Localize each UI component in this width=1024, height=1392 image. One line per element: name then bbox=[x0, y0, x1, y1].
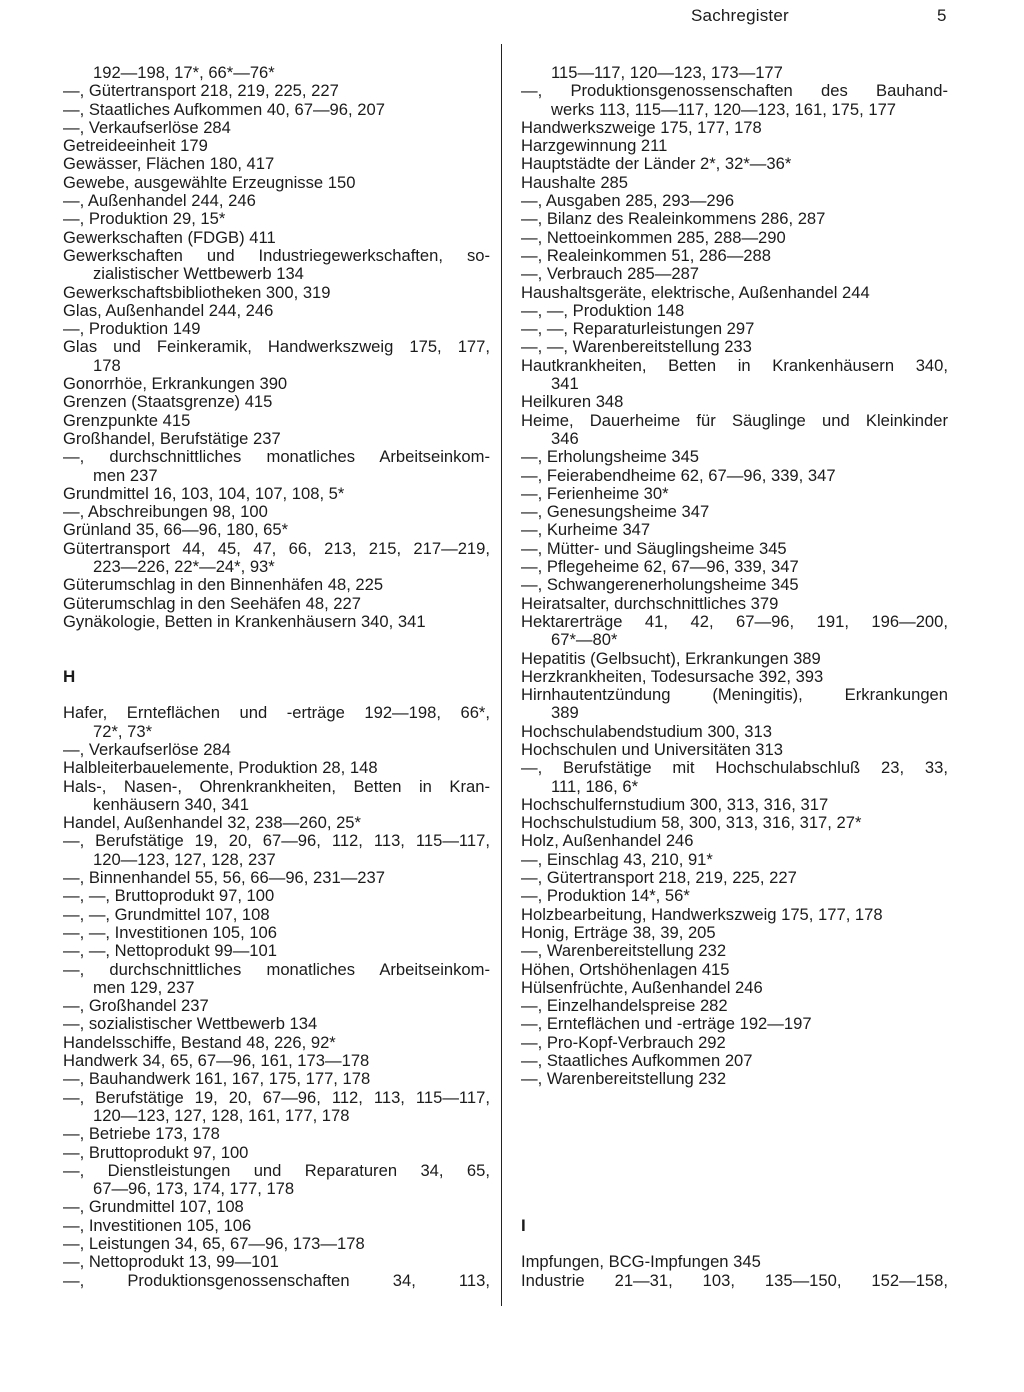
index-column-right bbox=[521, 64, 948, 1290]
index-entry: Hautkrankheiten, Betten in Krankenhäusern 340, bbox=[521, 355, 948, 375]
index-entry: Getreideeinheit 179 bbox=[63, 136, 208, 156]
index-entry: —, Gütertransport 218, 219, 225, 227 bbox=[63, 81, 339, 101]
index-entry: —, Staatliches Aufkommen 207 bbox=[521, 1051, 753, 1071]
index-entry: Heilkuren 348 bbox=[521, 392, 624, 412]
index-entry-continuation: 67—96, 173, 174, 177, 178 bbox=[93, 1179, 295, 1199]
index-entry: —, Produktion 29, 15* bbox=[63, 209, 226, 229]
index-entry: —, —, Produktion 148 bbox=[521, 300, 685, 320]
index-entry: —, Staatliches Aufkommen 40, 67—96, 207 bbox=[63, 99, 385, 119]
index-entry: —, Nettoprodukt 13, 99—101 bbox=[63, 1252, 279, 1272]
index-entry: —, Grundmittel 107, 108 bbox=[63, 1197, 244, 1217]
index-entry: —, Produktion 14*, 56* bbox=[521, 886, 690, 906]
index-entry: —, sozialistischer Wettbewerb 134 bbox=[63, 1014, 318, 1034]
index-entry: —, Gütertransport 218, 219, 225, 227 bbox=[521, 868, 797, 888]
index-entry-continuation: 341 bbox=[551, 374, 579, 394]
page-header bbox=[0, 6, 1024, 30]
index-entry: Halbleiterbauelemente, Produktion 28, 148 bbox=[63, 758, 378, 778]
index-entry: —, Binnenhandel 55, 56, 66—96, 231—237 bbox=[63, 868, 385, 888]
index-entry: —, Verbrauch 285—287 bbox=[521, 264, 700, 284]
index-entry: —, Pflegeheime 62, 67—96, 339, 347 bbox=[521, 557, 799, 577]
index-entry: Gewerkschaften und Industriegewerkschaften, so- bbox=[63, 245, 490, 265]
section-heading: I bbox=[521, 1215, 526, 1235]
index-entry: Holz, Außenhandel 246 bbox=[521, 831, 694, 851]
index-entry-continuation: 178 bbox=[93, 355, 121, 375]
index-entry: Grünland 35, 66—96, 180, 65* bbox=[63, 520, 289, 540]
index-entry: Hals-, Nasen-, Ohrenkrankheiten, Betten in Kran- bbox=[63, 776, 490, 796]
index-entry: —, Schwangerenerholungsheime 345 bbox=[521, 575, 799, 595]
index-entry: —, Berufstätige 19, 20, 67—96, 112, 113, 115—117, bbox=[63, 1087, 490, 1107]
index-entry: Gewässer, Flächen 180, 417 bbox=[63, 154, 275, 174]
index-entry-continuation: 346 bbox=[551, 428, 579, 448]
index-entry: Holzbearbeitung, Handwerkszweig 175, 177, 178 bbox=[521, 904, 883, 924]
index-entry: Gewebe, ausgewählte Erzeugnisse 150 bbox=[63, 172, 356, 192]
index-entry: Handel, Außenhandel 32, 238—260, 25* bbox=[63, 813, 361, 833]
index-entry: —, durchschnittliches monatliches Arbeitseinkom- bbox=[63, 447, 490, 467]
index-entry: Honig, Erträge 38, 39, 205 bbox=[521, 922, 716, 942]
index-entry: —, Abschreibungen 98, 100 bbox=[63, 502, 268, 522]
index-entry: —, Verkaufserlöse 284 bbox=[63, 739, 231, 759]
index-column-left bbox=[63, 64, 490, 1290]
index-entry: Herzkrankheiten, Todesursache 392, 393 bbox=[521, 666, 824, 686]
section-spacer bbox=[63, 631, 490, 668]
index-entry: Industrie 21—31, 103, 135—150, 152—158, bbox=[521, 1270, 948, 1290]
index-entry: —, Ausgaben 285, 293—296 bbox=[521, 191, 735, 211]
index-entry: Gewerkschaftsbibliotheken 300, 319 bbox=[63, 282, 331, 302]
index-entry: Glas und Feinkeramik, Handwerkszweig 175, 177, bbox=[63, 337, 490, 357]
index-entry: —, Kurheime 347 bbox=[521, 520, 651, 540]
column-divider bbox=[501, 44, 502, 1306]
index-entry-continuation: 192—198, 17*, 66*—76* bbox=[93, 63, 275, 82]
index-entry: Heime, Dauerheime für Säuglinge und Kleinkinder bbox=[521, 410, 948, 430]
section-spacer bbox=[63, 686, 490, 704]
index-entry: Gewerkschaften (FDGB) 411 bbox=[63, 227, 276, 247]
index-entry: Hochschulfernstudium 300, 313, 316, 317 bbox=[521, 794, 829, 814]
index-entry: —, Feierabendheime 62, 67—96, 339, 347 bbox=[521, 465, 836, 485]
index-entry: —, —, Bruttoprodukt 97, 100 bbox=[63, 886, 275, 906]
index-entry: Haushalte 285 bbox=[521, 172, 629, 192]
index-entry: —, —, Investitionen 105, 106 bbox=[63, 922, 278, 942]
index-entry: Hafer, Ernteflächen und -erträge 192—198, 66*, bbox=[63, 703, 490, 723]
index-entry: —, Außenhandel 244, 246 bbox=[63, 191, 256, 211]
index-entry-continuation: 223—226, 22*—24*, 93* bbox=[93, 557, 275, 577]
index-entry: —, Produktionsgenossenschaften 34, 113, bbox=[63, 1270, 490, 1290]
index-entry: —, —, Grundmittel 107, 108 bbox=[63, 904, 270, 924]
index-entry: —, Betriebe 173, 178 bbox=[63, 1124, 220, 1144]
index-entry: Gütertransport 44, 45, 47, 66, 213, 215, 217—219, bbox=[63, 538, 490, 558]
index-entry: Impfungen, BCG-Impfungen 345 bbox=[521, 1252, 761, 1272]
index-entry: Güterumschlag in den Seehäfen 48, 227 bbox=[63, 593, 361, 613]
page-number: 5 bbox=[937, 6, 947, 25]
index-entry: —, —, Reparaturleistungen 297 bbox=[521, 319, 755, 339]
running-title: Sachregister bbox=[691, 6, 789, 25]
index-entry: Haushaltsgeräte, elektrische, Außenhandel 244 bbox=[521, 282, 870, 302]
index-entry: Güterumschlag in den Binnenhäfen 48, 225 bbox=[63, 575, 384, 595]
index-entry: Höhen, Ortshöhenlagen 415 bbox=[521, 959, 730, 979]
index-entry: Gonorrhöe, Erkrankungen 390 bbox=[63, 374, 288, 394]
index-entry: —, Einzelhandelspreise 282 bbox=[521, 996, 728, 1016]
index-entry-continuation: kenhäusern 340, 341 bbox=[93, 794, 249, 814]
index-entry: Handwerkszweige 175, 177, 178 bbox=[521, 117, 762, 137]
index-entry: Großhandel, Berufstätige 237 bbox=[63, 428, 281, 448]
index-entry: —, Warenbereitstellung 232 bbox=[521, 941, 727, 961]
index-entry: —, —, Warenbereitstellung 233 bbox=[521, 337, 752, 357]
index-entry: —, Pro-Kopf-Verbrauch 292 bbox=[521, 1032, 726, 1052]
index-entry: —, Investitionen 105, 106 bbox=[63, 1215, 252, 1235]
index-entry-continuation: 120—123, 127, 128, 237 bbox=[93, 849, 276, 869]
index-entry: —, durchschnittliches monatliches Arbeitseinkom- bbox=[63, 959, 490, 979]
index-entry: Glas, Außenhandel 244, 246 bbox=[63, 300, 274, 320]
index-entry: —, Bilanz des Realeinkommens 286, 287 bbox=[521, 209, 826, 229]
index-entry: Gynäkologie, Betten in Krankenhäusern 340, 341 bbox=[63, 611, 426, 631]
index-entry: Hochschulstudium 58, 300, 313, 316, 317, 27* bbox=[521, 813, 862, 833]
index-entry: Hochschulabendstudium 300, 313 bbox=[521, 721, 772, 741]
index-entry: Grundmittel 16, 103, 104, 107, 108, 5* bbox=[63, 483, 345, 503]
index-entry: —, Berufstätige 19, 20, 67—96, 112, 113, 115—117, bbox=[63, 831, 490, 851]
index-entry: —, Berufstätige mit Hochschulabschluß 23, 33, bbox=[521, 758, 948, 778]
index-entry: —, Dienstleistungen und Reparaturen 34, 65, bbox=[63, 1160, 490, 1180]
index-entry: —, Einschlag 43, 210, 91* bbox=[521, 849, 713, 869]
index-entry-continuation: zialistischer Wettbewerb 134 bbox=[93, 264, 304, 284]
index-entry: —, Nettoeinkommen 285, 288—290 bbox=[521, 227, 786, 247]
index-entry: —, Ernteflächen und -erträge 192—197 bbox=[521, 1014, 812, 1034]
index-entry-continuation: men 129, 237 bbox=[93, 977, 195, 997]
index-entry-continuation: 120—123, 127, 128, 161, 177, 178 bbox=[93, 1105, 350, 1125]
index-entry: Hektarerträge 41, 42, 67—96, 191, 196—200, bbox=[521, 611, 948, 631]
index-entry: —, Produktionsgenossenschaften des Bauhand- bbox=[521, 81, 948, 101]
index-entry-continuation: 389 bbox=[551, 703, 579, 723]
index-entry: Hauptstädte der Länder 2*, 32*—36* bbox=[521, 154, 792, 174]
index-entry: —, Leistungen 34, 65, 67—96, 173—178 bbox=[63, 1234, 365, 1253]
index-entry: Grenzpunkte 415 bbox=[63, 410, 191, 430]
index-entry: Hirnhautentzündung (Meningitis), Erkrankungen bbox=[521, 685, 948, 705]
index-entry: —, Großhandel 237 bbox=[63, 996, 209, 1016]
index-entry-continuation: 115—117, 120—123, 173—177 bbox=[551, 63, 783, 82]
index-entry: —, Ferienheime 30* bbox=[521, 483, 669, 503]
index-entry-continuation: 67*—80* bbox=[551, 630, 618, 650]
index-entry: —, Bruttoprodukt 97, 100 bbox=[63, 1142, 249, 1162]
section-spacer bbox=[521, 1235, 948, 1253]
index-entry: Hochschulen und Universitäten 313 bbox=[521, 739, 783, 759]
index-entry: —, —, Nettoprodukt 99—101 bbox=[63, 941, 277, 961]
index-entry: —, Warenbereitstellung 232 bbox=[521, 1069, 727, 1089]
index-entry: Handelsschiffe, Bestand 48, 226, 92* bbox=[63, 1032, 336, 1052]
index-entry-continuation: 111, 186, 6* bbox=[551, 776, 639, 796]
index-entry: —, Genesungsheime 347 bbox=[521, 502, 710, 522]
section-spacer bbox=[521, 1089, 948, 1217]
index-entry-continuation: men 237 bbox=[93, 465, 158, 485]
index-entry: —, Verkaufserlöse 284 bbox=[63, 117, 231, 137]
index-entry: Hepatitis (Gelbsucht), Erkrankungen 389 bbox=[521, 648, 821, 668]
index-entry: Handwerk 34, 65, 67—96, 161, 173—178 bbox=[63, 1051, 370, 1071]
index-entry: —, Erholungsheime 345 bbox=[521, 447, 700, 467]
index-entry: —, Realeinkommen 51, 286—288 bbox=[521, 245, 771, 265]
index-entry: Grenzen (Staatsgrenze) 415 bbox=[63, 392, 273, 412]
index-entry: —, Bauhandwerk 161, 167, 175, 177, 178 bbox=[63, 1069, 371, 1089]
index-entry: Heiratsalter, durchschnittliches 379 bbox=[521, 593, 779, 613]
index-entry: —, Mütter- und Säuglingsheime 345 bbox=[521, 538, 787, 558]
section-heading: H bbox=[63, 666, 76, 686]
index-entry: —, Produktion 149 bbox=[63, 319, 201, 339]
index-entry: Hülsenfrüchte, Außenhandel 246 bbox=[521, 977, 763, 997]
index-entry-continuation: 72*, 73* bbox=[93, 721, 153, 741]
index-entry: Harzgewinnung 211 bbox=[521, 136, 668, 156]
index-entry-continuation: werks 113, 115—117, 120—123, 161, 175, 177 bbox=[551, 99, 897, 119]
